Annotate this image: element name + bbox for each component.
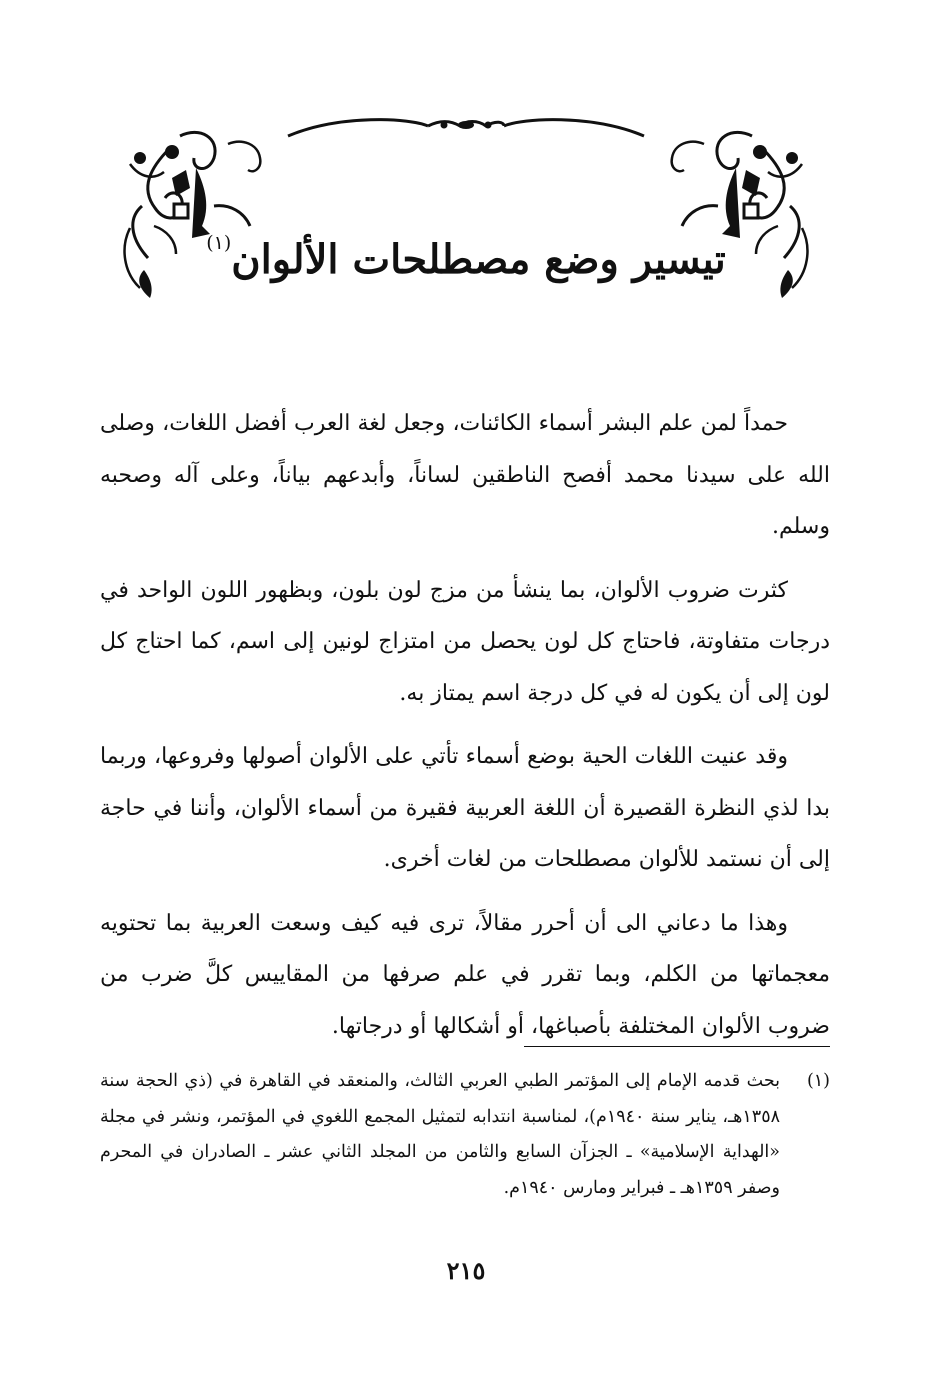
paragraph-4: وهذا ما دعاني الى أن أحرر مقالاً، ترى فيه كيف وسعت العربية بما تحتويه معجماتها من الكلم، وبما تقرر في علم صرفها من المقاييس كلَّ ضرب من ضروب الألوان المختلفة بأصباغها، أو أشكالها أو درجاتها. xyxy=(100,910,830,1039)
footnote-marker: (١) xyxy=(806,1071,830,1091)
footnote-reference: (١) xyxy=(206,232,232,254)
page-number: ٢١٥ xyxy=(446,1256,486,1285)
footnote-text: بحث قدمه الإمام إلى المؤتمر الطبي العربي الثالث، والمنعقد في القاهرة في (ذي الحجة سنة ١٣٥٨هـ، يناير سنة ١٩٤٠م)، لمناسبة انتدابه لتمثيل المجمع اللغوي في المؤتمر، ونشر في مجلة «الهداية الإسلامية» ـ الجزآن السابع والثامن من المجلد الثاني عشر ـ الصادران في المحرم وصفر ١٣٥٩هـ ـ فبراير ومارس ١٩٤٠م. xyxy=(100,1071,781,1198)
body-text xyxy=(100,398,830,1064)
paragraph-3: وقد عنيت اللغات الحية بوضع أسماء تأتي على الألوان أصولها وفروعها، وربما بدا لذي النظرة القصيرة أن اللغة العربية فقيرة من أسماء الألوان، وأننا في حاجة إلى أن نستمد للألوان مصطلحات من لغات أخرى. xyxy=(100,744,830,872)
chapter-title-text: تيسير وضع مصطلحات الألوان xyxy=(231,236,726,283)
paragraph-1: حمداً لمن علم البشر أسماء الكائنات، وجعل لغة العرب أفضل اللغات، وصلى الله على سيدنا محمد أفصح الناطقين لساناً، وأبدعهم بياناً، وعلى آله وصحبه وسلم. xyxy=(100,411,830,539)
footnote-divider xyxy=(524,1046,830,1047)
chapter-title xyxy=(200,228,732,292)
paragraph-2: كثرت ضروب الألوان، بما ينشأ من مزج لون بلون، وبظهور اللون الواحد في درجات متفاوتة، فاحتاج كل لون يحصل من امتزاج لونين إلى اسم، كما احتاج كل لون إلى أن يكون له في كل درجة اسم يمتاز به. xyxy=(100,577,830,706)
footnote xyxy=(100,1064,830,1206)
